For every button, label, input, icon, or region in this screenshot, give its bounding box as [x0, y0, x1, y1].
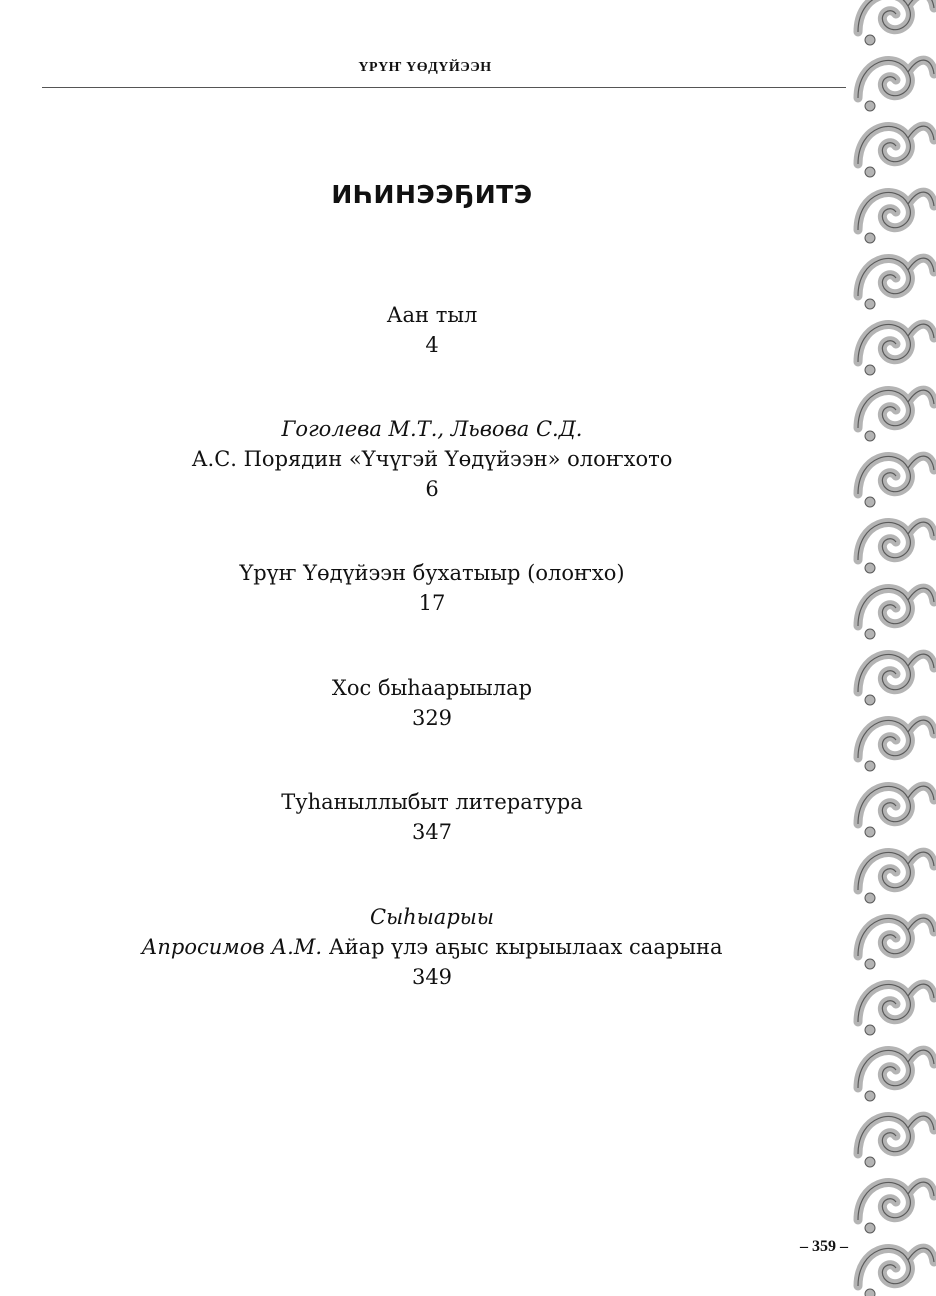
scroll-motif	[858, 852, 934, 903]
running-header: ҮРҮҤ ҮӨДҮЙЭЭН	[358, 60, 492, 75]
entry-page: 329	[411, 706, 453, 730]
entry-page: 4	[425, 333, 439, 357]
scroll-motif	[858, 1182, 934, 1233]
scroll-motif	[858, 984, 934, 1035]
entry-title: Үрүҥ Үөдүйээн бухатыыр (олоҥхо)	[239, 561, 625, 585]
toc-entry	[0, 414, 864, 504]
scroll-motif	[858, 1248, 934, 1296]
entry-author: Апросимов А.М.	[141, 935, 322, 959]
scroll-motif	[858, 324, 934, 375]
scroll-motif	[858, 258, 934, 309]
scroll-motif	[858, 918, 934, 969]
scroll-motif	[858, 588, 934, 639]
scroll-motif	[858, 786, 934, 837]
toc-entry	[0, 787, 864, 847]
entry-page: 349	[411, 965, 453, 989]
scroll-motif	[858, 0, 934, 45]
entry-author: Гоголева М.Т., Львова С.Д.	[281, 417, 583, 441]
ornament-border	[850, 0, 936, 1296]
toc-title: ИҺИНЭЭҔИТЭ	[331, 180, 533, 209]
entry-page: 347	[411, 820, 453, 844]
entry-title: Айар үлэ аҕыс кырыылаах саарына	[328, 935, 723, 959]
scroll-motif	[858, 522, 934, 573]
toc-entry	[0, 902, 864, 992]
entry-title: А.С. Порядин «Үчүгэй Үөдүйээн» олоҥхото	[191, 447, 673, 471]
scroll-motif	[858, 654, 934, 705]
scroll-motif	[858, 390, 934, 441]
toc-entry	[0, 558, 864, 618]
scroll-motif	[858, 720, 934, 771]
entry-page: 17	[418, 591, 446, 615]
scroll-motif	[858, 60, 934, 111]
page-number: – 359 –	[800, 1238, 848, 1255]
entry-title: Хос быһаарыылар	[331, 676, 533, 700]
scroll-motif	[858, 1116, 934, 1167]
header-rule	[42, 87, 846, 88]
scroll-ornament-icon	[850, 0, 936, 1296]
toc-entry	[0, 673, 864, 733]
scroll-motif	[858, 1050, 934, 1101]
entry-line	[0, 932, 864, 962]
entry-page: 6	[425, 477, 439, 501]
entry-title: Аан тыл	[386, 303, 478, 327]
entry-section: Сыһыарыы	[370, 905, 494, 929]
scroll-motif	[858, 456, 934, 507]
entry-title: Туһаныллыбыт литература	[281, 790, 583, 814]
toc-entry	[0, 300, 864, 360]
scroll-motif	[858, 192, 934, 243]
scroll-motif	[858, 126, 934, 177]
